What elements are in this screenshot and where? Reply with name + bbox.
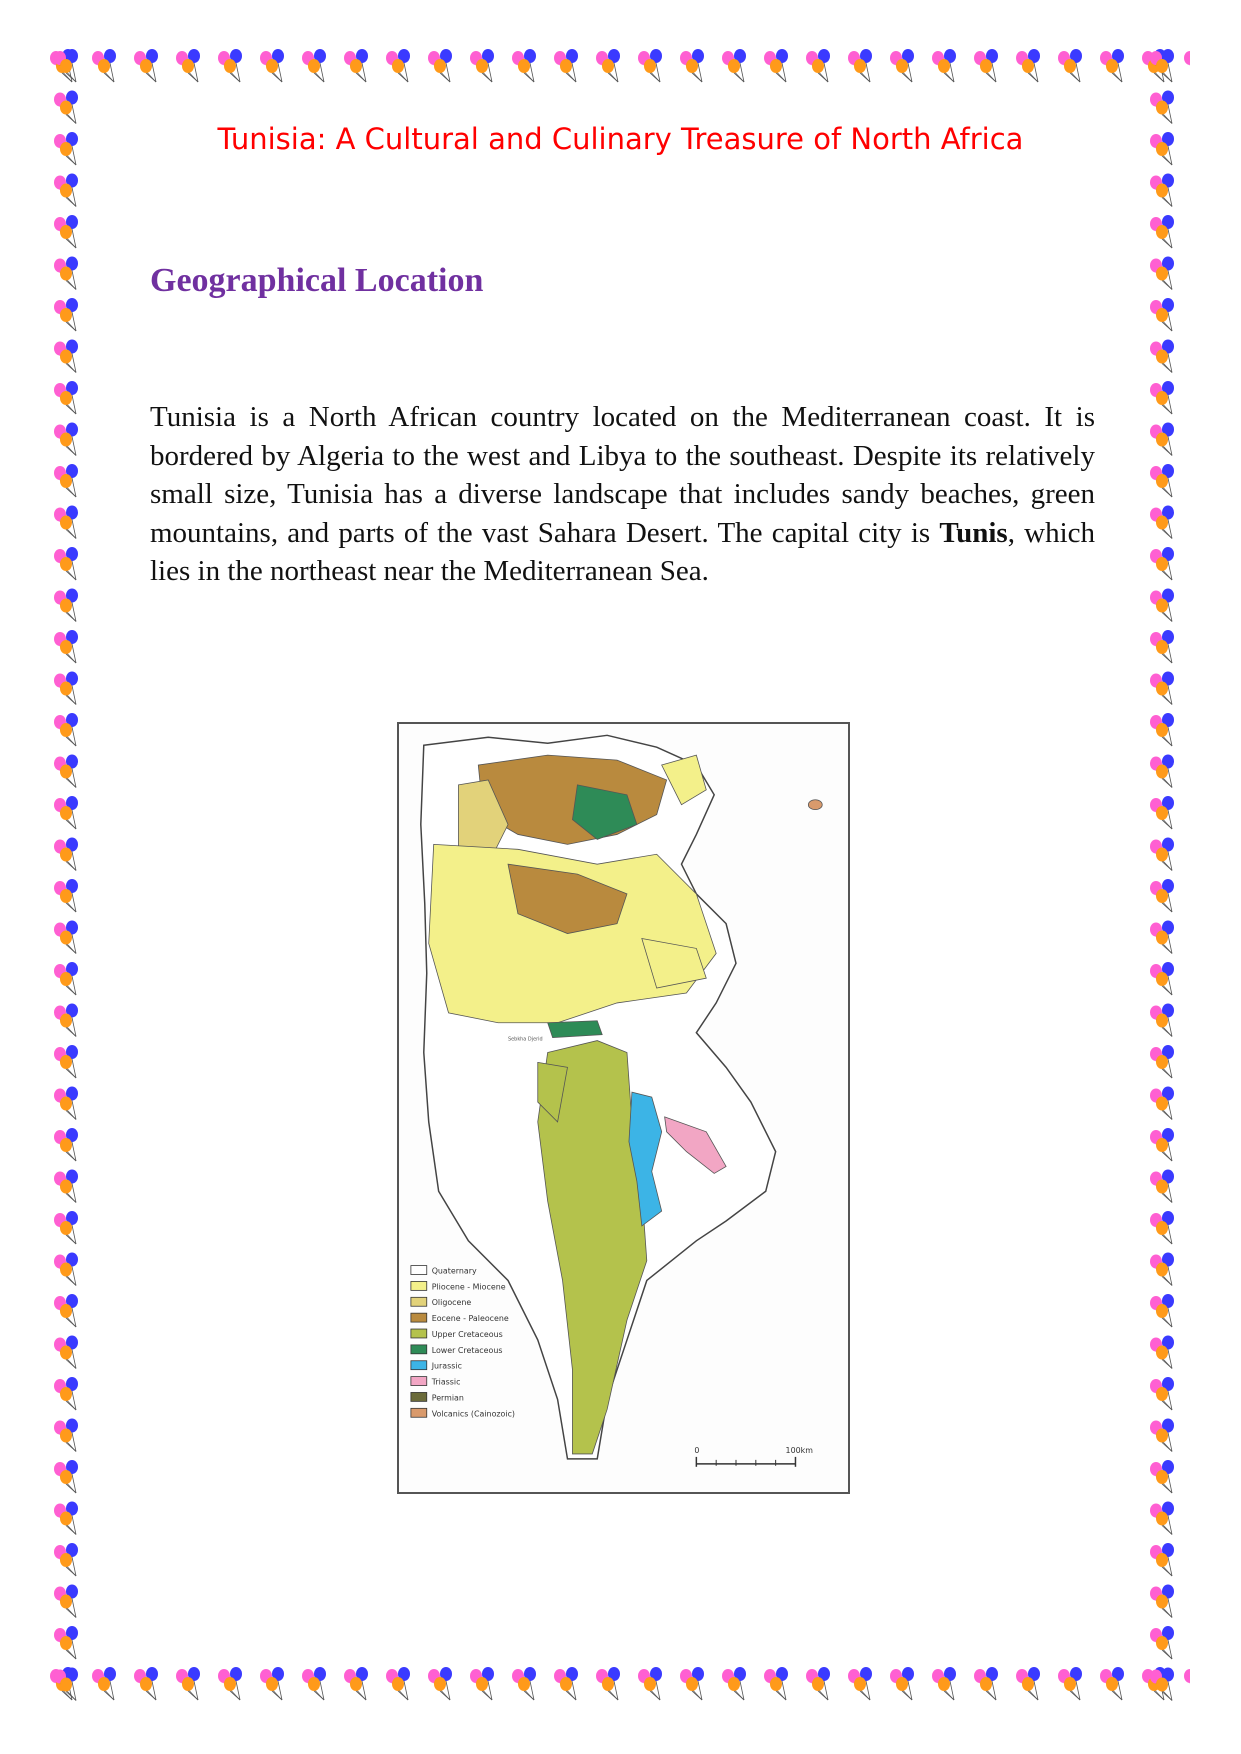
balloon-icon bbox=[54, 921, 78, 954]
balloon-icon bbox=[54, 506, 78, 539]
balloon-border-left bbox=[50, 44, 100, 1712]
balloon-border-bottom-graphic bbox=[50, 1662, 1190, 1712]
legend-swatch bbox=[411, 1297, 427, 1306]
balloon-icon bbox=[54, 174, 78, 207]
balloon-icon bbox=[764, 1667, 788, 1700]
balloon-border-top bbox=[50, 44, 1190, 94]
legend-swatch bbox=[411, 1361, 427, 1370]
balloon-icon bbox=[1150, 1294, 1174, 1327]
balloon-border-right bbox=[1140, 44, 1190, 1712]
balloon-icon bbox=[890, 49, 914, 82]
balloon-icon bbox=[428, 1667, 452, 1700]
balloon-icon bbox=[54, 91, 78, 124]
balloon-icon bbox=[1150, 1543, 1174, 1576]
balloon-icon bbox=[596, 49, 620, 82]
balloon-icon bbox=[1150, 506, 1174, 539]
balloon-icon bbox=[1150, 589, 1174, 622]
balloon-icon bbox=[1150, 174, 1174, 207]
body-paragraph bbox=[150, 398, 1095, 591]
balloon-icon bbox=[1150, 340, 1174, 373]
balloon-icon bbox=[512, 1667, 536, 1700]
balloon-icon bbox=[54, 1668, 78, 1701]
balloon-icon bbox=[1150, 1045, 1174, 1078]
balloon-icon bbox=[932, 49, 956, 82]
balloon-icon bbox=[890, 1667, 914, 1700]
balloon-icon bbox=[1150, 1585, 1174, 1618]
scale-start-label: 0 bbox=[694, 1445, 700, 1455]
balloon-icon bbox=[1100, 1667, 1124, 1700]
balloon-icon bbox=[1058, 1667, 1082, 1700]
balloon-icon bbox=[54, 630, 78, 663]
balloon-icon bbox=[470, 1667, 494, 1700]
balloon-icon bbox=[1150, 257, 1174, 290]
balloon-icon bbox=[134, 49, 158, 82]
map-legend bbox=[411, 1266, 515, 1419]
balloon-icon bbox=[1150, 1004, 1174, 1037]
balloon-icon bbox=[54, 547, 78, 580]
balloon-icon bbox=[428, 49, 452, 82]
geological-map-figure bbox=[397, 722, 850, 1494]
scale-end-label: 100km bbox=[785, 1445, 813, 1455]
balloon-icon bbox=[1150, 1211, 1174, 1244]
legend-swatch bbox=[411, 1377, 427, 1386]
map-scale-bar bbox=[694, 1446, 813, 1467]
balloon-icon bbox=[54, 1460, 78, 1493]
balloon-icon bbox=[54, 257, 78, 290]
balloon-icon bbox=[386, 1667, 410, 1700]
balloon-icon bbox=[1150, 298, 1174, 331]
legend-label: Upper Cretaceous bbox=[431, 1329, 503, 1339]
capital-city-name: Tunis bbox=[939, 516, 1008, 549]
balloon-icon bbox=[54, 962, 78, 995]
balloon-icon bbox=[1150, 1336, 1174, 1369]
balloon-icon bbox=[1150, 1460, 1174, 1493]
balloon-icon bbox=[54, 1004, 78, 1037]
map-region-label: Sebkha Djerid bbox=[508, 1036, 543, 1043]
balloon-icon bbox=[54, 1543, 78, 1576]
balloon-icon bbox=[806, 49, 830, 82]
balloon-border-right-graphic bbox=[1140, 44, 1190, 1712]
balloon-icon bbox=[344, 1667, 368, 1700]
balloon-icon bbox=[54, 215, 78, 248]
balloon-icon bbox=[470, 49, 494, 82]
balloon-icon bbox=[638, 49, 662, 82]
balloon-icon bbox=[54, 755, 78, 788]
balloon-icon bbox=[1150, 423, 1174, 456]
balloon-icon bbox=[54, 1336, 78, 1369]
balloon-icon bbox=[722, 1667, 746, 1700]
balloon-icon bbox=[260, 1667, 284, 1700]
balloon-icon bbox=[386, 49, 410, 82]
legend-swatch bbox=[411, 1266, 427, 1275]
balloon-icon bbox=[54, 796, 78, 829]
balloon-icon bbox=[1150, 838, 1174, 871]
balloon-icon bbox=[344, 49, 368, 82]
legend-label: Eocene - Paleocene bbox=[431, 1314, 509, 1324]
balloon-icon bbox=[54, 1377, 78, 1410]
legend-label: Jurassic bbox=[431, 1361, 462, 1371]
balloon-icon bbox=[1150, 1170, 1174, 1203]
balloon-icon bbox=[1150, 1377, 1174, 1410]
balloon-icon bbox=[1150, 464, 1174, 497]
balloon-icon bbox=[54, 672, 78, 705]
balloon-icon bbox=[554, 1667, 578, 1700]
balloon-icon bbox=[680, 1667, 704, 1700]
balloon-icon bbox=[54, 589, 78, 622]
balloon-icon bbox=[176, 49, 200, 82]
balloon-border-left-graphic bbox=[50, 44, 100, 1712]
balloon-icon bbox=[1150, 921, 1174, 954]
balloon-icon bbox=[176, 1667, 200, 1700]
balloon-icon bbox=[54, 1419, 78, 1452]
balloon-icon bbox=[596, 1667, 620, 1700]
balloon-icon bbox=[680, 49, 704, 82]
document-title: Tunisia: A Cultural and Culinary Treasure of North Africa bbox=[217, 122, 1024, 156]
tunisia-geological-map bbox=[399, 724, 848, 1492]
balloon-icon bbox=[54, 1502, 78, 1535]
legend-swatch bbox=[411, 1392, 427, 1401]
balloon-icon bbox=[54, 838, 78, 871]
legend-swatch bbox=[411, 1329, 427, 1338]
balloon-icon bbox=[1150, 630, 1174, 663]
balloon-border-bottom bbox=[50, 1662, 1190, 1712]
balloon-icon bbox=[302, 49, 326, 82]
balloon-icon bbox=[54, 713, 78, 746]
balloon-icon bbox=[1058, 49, 1082, 82]
balloon-icon bbox=[54, 1170, 78, 1203]
legend-label: Permian bbox=[431, 1393, 464, 1403]
balloon-icon bbox=[1150, 962, 1174, 995]
balloon-icon bbox=[1100, 49, 1124, 82]
balloon-icon bbox=[1150, 547, 1174, 580]
balloon-icon bbox=[54, 1253, 78, 1286]
legend-label: Triassic bbox=[431, 1377, 461, 1387]
balloon-icon bbox=[54, 879, 78, 912]
balloon-icon bbox=[1150, 879, 1174, 912]
legend-label: Pliocene - Miocene bbox=[431, 1282, 506, 1292]
balloon-icon bbox=[1150, 1128, 1174, 1161]
balloon-icon bbox=[1150, 49, 1174, 82]
balloon-icon bbox=[54, 1294, 78, 1327]
balloon-icon bbox=[848, 49, 872, 82]
balloon-icon bbox=[1150, 713, 1174, 746]
balloon-icon bbox=[1150, 91, 1174, 124]
balloon-icon bbox=[1150, 381, 1174, 414]
balloon-icon bbox=[54, 298, 78, 331]
balloon-icon bbox=[302, 1667, 326, 1700]
balloon-icon bbox=[1150, 1626, 1174, 1659]
legend-label: Oligocene bbox=[431, 1298, 472, 1308]
map-region-volcanics bbox=[808, 800, 822, 810]
paragraph-text-start: Tunisia is a North African country located on the Mediterranean coast. It is bordered by Algeria to the west and Libya to the southeast. Despite its relatively small size, Tunisia has a diverse landscape that includes sandy beaches, green mountains, and parts of the vast Sahara Desert. The capital city is bbox=[150, 401, 1095, 549]
balloon-icon bbox=[54, 1128, 78, 1161]
legend-label: Lower Cretaceous bbox=[431, 1345, 503, 1355]
balloon-icon bbox=[722, 49, 746, 82]
legend-swatch bbox=[411, 1313, 427, 1322]
balloon-icon bbox=[1150, 1087, 1174, 1120]
balloon-icon bbox=[218, 49, 242, 82]
section-heading: Geographical Location bbox=[150, 262, 484, 299]
legend-label: Quaternary bbox=[431, 1266, 477, 1276]
balloon-icon bbox=[1150, 755, 1174, 788]
balloon-icon bbox=[1150, 1253, 1174, 1286]
balloon-icon bbox=[54, 1626, 78, 1659]
legend-label: Volcanics (Cainozoic) bbox=[431, 1409, 516, 1419]
balloon-icon bbox=[1150, 1668, 1174, 1701]
balloon-icon bbox=[134, 1667, 158, 1700]
balloon-icon bbox=[260, 49, 284, 82]
balloon-icon bbox=[554, 49, 578, 82]
balloon-icon bbox=[806, 1667, 830, 1700]
balloon-icon bbox=[512, 49, 536, 82]
balloon-icon bbox=[974, 1667, 998, 1700]
balloon-icon bbox=[932, 1667, 956, 1700]
balloon-icon bbox=[54, 423, 78, 456]
legend-swatch bbox=[411, 1345, 427, 1354]
balloon-icon bbox=[1150, 1502, 1174, 1535]
balloon-icon bbox=[1150, 215, 1174, 248]
legend-swatch bbox=[411, 1408, 427, 1417]
balloon-icon bbox=[54, 1045, 78, 1078]
balloon-icon bbox=[218, 1667, 242, 1700]
balloon-icon bbox=[54, 1211, 78, 1244]
balloon-icon bbox=[764, 49, 788, 82]
legend-swatch bbox=[411, 1281, 427, 1290]
balloon-icon bbox=[54, 381, 78, 414]
balloon-icon bbox=[1150, 1419, 1174, 1452]
balloon-icon bbox=[848, 1667, 872, 1700]
balloon-border-top-graphic bbox=[50, 44, 1190, 94]
paragraph-text-end: , which lies in the northeast near the Mediterranean Sea. bbox=[150, 516, 1095, 587]
map-region-lower-cretaceous-mid bbox=[548, 1021, 603, 1038]
balloon-icon bbox=[1016, 1667, 1040, 1700]
balloon-icon bbox=[54, 1087, 78, 1120]
balloon-icon bbox=[54, 49, 78, 82]
balloon-icon bbox=[1016, 49, 1040, 82]
balloon-icon bbox=[974, 49, 998, 82]
balloon-icon bbox=[54, 340, 78, 373]
balloon-icon bbox=[54, 464, 78, 497]
balloon-icon bbox=[638, 1667, 662, 1700]
balloon-icon bbox=[1150, 796, 1174, 829]
balloon-icon bbox=[1150, 672, 1174, 705]
balloon-icon bbox=[54, 1585, 78, 1618]
